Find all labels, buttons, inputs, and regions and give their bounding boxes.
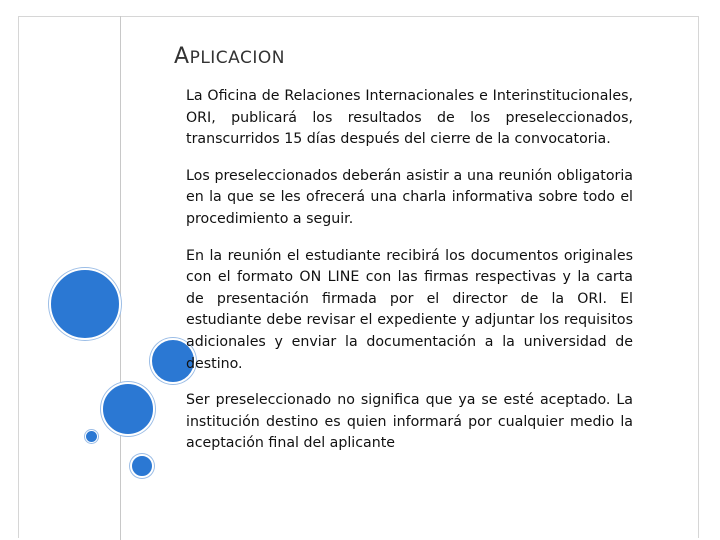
slide-body: [186, 86, 633, 470]
decorative-vertical-line: [120, 16, 121, 540]
paragraph-acceptance: Ser preseleccionado no significa que ya se esté aceptado. La institución destino es quien informará por cualquier medio la aceptación final del aplicante: [186, 392, 633, 452]
paragraph-documents: En la reunión el estudiante recibirá los documentos originales con el formato ON LINE con las firmas respectivas y la carta de presentación firmada por el director de la ORI. El estudiante debe revisar el expediente y adjuntar los requisitos adicionales y enviar la documentación a la universidad de destino.: [186, 247, 633, 372]
slide-title: [174, 44, 285, 69]
slide-title-rest: PLICACION: [189, 48, 285, 68]
paragraph-meeting: Los preseleccionados deberán asistir a una reunión obligatoria en la que se les ofrecerá una charla informativa sobre todo el procedimiento a seguir.: [186, 167, 633, 227]
decorative-circle-small: [85, 430, 98, 443]
slide-title-initial: A: [174, 44, 190, 69]
decorative-circle-small-2: [130, 454, 154, 478]
decorative-circle-medium-2: [101, 382, 155, 436]
paragraph-results: La Oficina de Relaciones Internacionales e Interinstitucionales, ORI, publicará los resultados de los preseleccionados, transcurridos 15 días después del cierre de la convocatoria.: [186, 88, 633, 148]
decorative-circle-large: [49, 268, 121, 340]
